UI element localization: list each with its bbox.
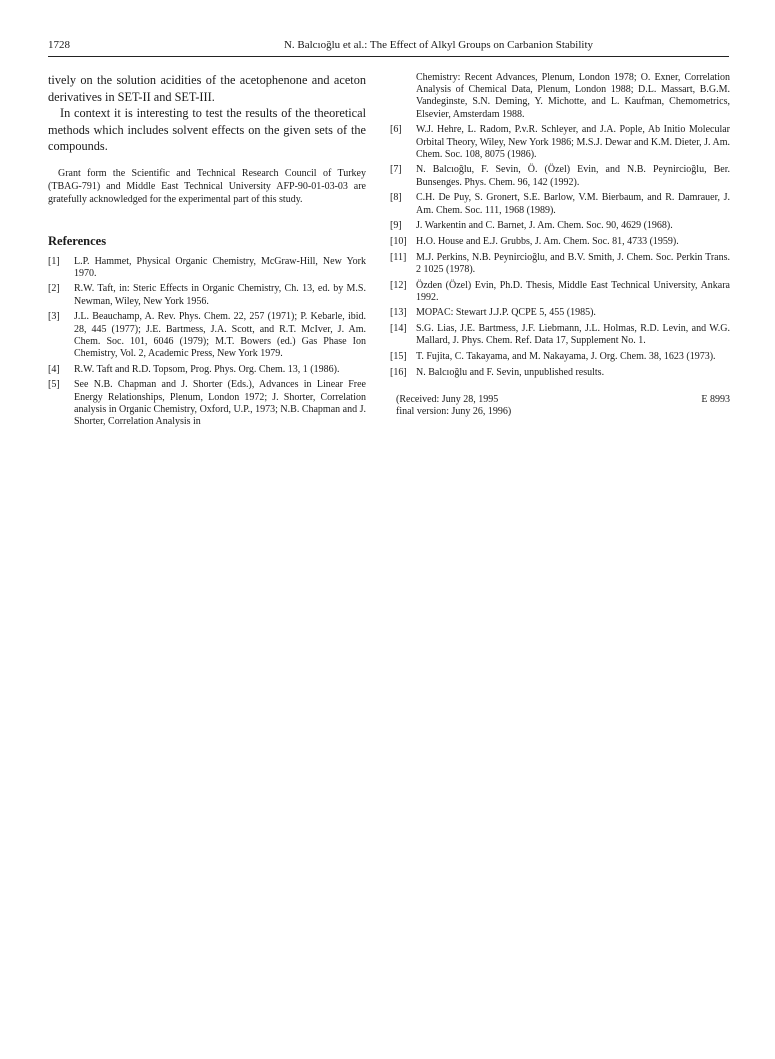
reference-item [390,280,730,304]
reference-number: [1] [48,255,60,267]
reference-text: Chemistry: Recent Advances, Plenum, London 1978; O. Exner, Correlation Analysis of Chemical Data, Plenum, London 1988; D.L. Massart, B.G.M. Vandeginste, S.N. Deming, Y. Michotte, and L. Kaufman, Chemometrics, Elsevier, Amsterdam 1988. [416,72,730,120]
reference-number: [14] [390,323,407,335]
reference-number: [5] [48,379,60,391]
reference-text: N. Balcıoğlu and F. Sevin, unpublished results. [416,366,605,378]
reference-text: S.G. Lias, J.E. Bartmess, J.F. Liebmann, J.L. Holmas, R.D. Levin, and W.G. Mallard, J. Phys. Chem. Ref. Data 17, Supplement No. 1. [416,323,730,347]
reference-text: C.H. De Puy, S. Gronert, S.E. Barlow, V.M. Bierbaum, and R. Damrauer, J. Am. Chem. Soc. 111, 1968 (1989). [416,192,730,216]
reference-continuation [390,72,730,121]
reference-number: [9] [390,220,402,232]
reference-text: W.J. Hehre, L. Radom, P.v.R. Schleyer, and J.A. Pople, Ab Initio Molecular Orbital Theory, Wiley, New York 1986; M.S.J. Dewar and K.M. Dieter, J. Am. Chem. Soc. 108, 8075 (1986). [416,124,730,160]
reference-text: T. Fujita, C. Takayama, and M. Nakayama, J. Org. Chem. 38, 1623 (1973). [416,351,716,363]
reference-item [48,283,366,307]
running-header [48,39,729,57]
running-title: N. Balcıoğlu et al.: The Effect of Alkyl Groups on Carbanion Stability [283,39,594,51]
manuscript-code: E 8993 [701,393,730,405]
reference-number: [10] [390,235,407,247]
reference-item [48,311,366,360]
acknowledgement: Grant form the Scientific and Technical Research Council of Turkey (TBAG-791) and Middle East Technical University AFP-90-01-03-03 are gratefully acknowledged for the experimental part of this study. [48,167,366,205]
reference-item [390,351,730,363]
body-paragraph-1: tively on the solution acidities of the acetophenone and aceton derivatives in SET-II and SET-III. [48,73,366,104]
reference-item [390,124,730,161]
reference-number: [4] [48,363,60,375]
reference-number: [11] [390,251,407,263]
reference-number: [13] [390,307,407,319]
reference-item [390,236,730,248]
reference-item [390,192,730,216]
received-lines [396,394,511,419]
reference-text: See N.B. Chapman and J. Shorter (Eds.), Advances in Linear Free Energy Relationships, Plenum, London 1972; J. Shorter, Correlation analysis in Organic Chemistry, Oxford, U.P., 1973; N.B. Chapman and J. Shorter, Correlation Analysis in [74,379,366,427]
reference-number: [16] [390,366,407,378]
reference-text: MOPAC: Stewart J.J.P. QCPE 5, 455 (1985). [416,307,596,319]
reference-number: [6] [390,124,402,136]
reference-text: R.W. Taft and R.D. Topsom, Prog. Phys. Org. Chem. 13, 1 (1986). [74,363,340,375]
reference-number: [7] [390,164,402,176]
body-paragraph-2: In context it is interesting to test the results of the theoretical methods which includes solvent effects on the given sets of the compounds. [48,106,366,153]
reference-item [390,307,730,319]
final-version-date: final version: Juny 26, 1996) [396,406,512,418]
received-date: (Received: Juny 28, 1995 [396,393,499,405]
reference-text: J. Warkentin and C. Barnet, J. Am. Chem. Soc. 90, 4629 (1968). [416,220,673,232]
reference-item [48,379,366,428]
reference-number: [3] [48,311,60,323]
reference-number: [12] [390,279,407,291]
reference-item [390,367,730,379]
reference-text: N. Balcıoğlu, F. Sevin, Ö. (Özel) Evin, and N.B. Peynircioğlu, Ber. Bunsenges. Phys. Chem. 96, 142 (1992). [416,164,730,188]
reference-text: Özden (Özel) Evin, Ph.D. Thesis, Middle East Technical University, Ankara 1992. [416,279,730,303]
reference-item [390,252,730,276]
reference-text: J.L. Beauchamp, A. Rev. Phys. Chem. 22, 257 (1971); P. Kebarle, ibid. 28, 445 (1977); J.E. Bartmess, J.A. Scott, and R.T. McIver, J. Am. Chem. Soc. 101, 6046 (1979); M.T. Bowers (ed.) Gas Phase Ion Chemistry, Vol. 2, Academic Press, New York 1979. [74,311,366,359]
reference-number: [8] [390,192,402,204]
reference-number: [15] [390,351,407,363]
reference-number: [2] [48,283,60,295]
reference-list-right [390,72,730,379]
reference-text: L.P. Hammet, Physical Organic Chemistry, McGraw-Hill, New York 1970. [74,255,366,279]
page-number: 1728 [48,39,70,51]
reference-text: R.W. Taft, in: Steric Effects in Organic Chemistry, Ch. 13, ed. by M.S. Newman, Wiley, New York 1956. [74,283,366,307]
reference-item [390,220,730,232]
reference-text: M.J. Perkins, N.B. Peynircioğlu, and B.V. Smith, J. Chem. Soc. Perkin Trans. 2 1025 (1978). [416,251,730,275]
reference-text: H.O. House and E.J. Grubbs, J. Am. Chem. Soc. 81, 4733 (1959). [416,235,679,247]
reference-list-left [48,256,366,429]
reference-item [390,323,730,347]
reference-item [390,164,730,188]
right-column [390,72,730,419]
reference-item [48,256,366,280]
received-dates [390,394,730,419]
references-heading: References [48,233,107,248]
reference-item [48,364,366,376]
left-column [48,72,366,432]
